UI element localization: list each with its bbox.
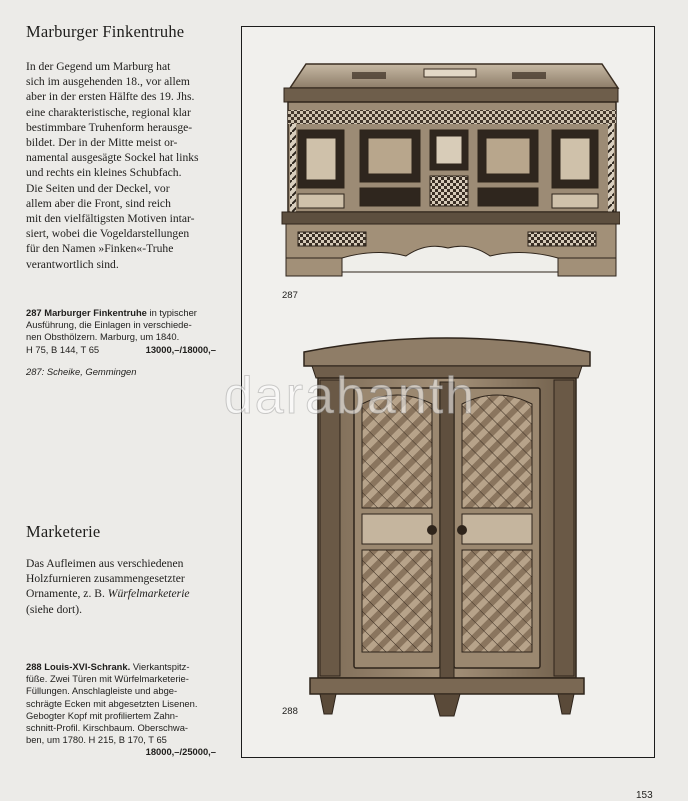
section-heading-finkentruhe: Marburger Finkentruhe [26, 22, 185, 41]
entry-line: ben, um 1780. H 215, B 170, T 65 [26, 734, 167, 746]
text-line: bildet. Der in der Mitte meist or- [26, 136, 178, 150]
marketerie-description [26, 556, 226, 617]
photo-credit: 287: Scheike, Gemmingen [26, 366, 137, 377]
entry-first-line [26, 661, 216, 673]
finkentruhe-description [26, 59, 226, 272]
text-line: und rechts ein kleines Schubfach. [26, 166, 182, 180]
text-line: verantwortlich sind. [26, 257, 119, 271]
text-line: siert, wobei die Vogeldarstellungen [26, 227, 190, 241]
entry-desc-start: in typischer [146, 307, 197, 318]
entry-line: nen Obsthölzern. Marburg, um 1840. [26, 331, 180, 343]
entry-line: schrägte Ecken mit abgesetzten Lisenen. [26, 697, 198, 709]
text-line: für den Namen »Finken«-Truhe [26, 242, 174, 256]
cross-reference-term: Würfelmarketerie [107, 587, 190, 601]
entry-number: 287 [26, 307, 42, 318]
entry-line: schnitt-Profil. Kirschbaum. Oberschwa- [26, 722, 189, 734]
entry-first-line [26, 307, 216, 319]
catalog-entry-287 [26, 307, 216, 356]
entry-line: Ausführung, die Einlagen in verschiede- [26, 319, 192, 331]
entry-dims-line [26, 344, 216, 356]
cabinet-photo [302, 330, 592, 718]
text-line [26, 586, 226, 601]
entry-line: füße. Zwei Türen mit Würfelmarketerie- [26, 673, 189, 685]
text-line: Das Aufleimen aus verschiedenen [26, 557, 184, 570]
chest-photo [276, 60, 620, 278]
entry-price: 18000,–/25000,– [145, 746, 216, 758]
page-number: 153 [636, 790, 653, 801]
text-line: bestimmbare Truhenform herausge- [26, 120, 193, 134]
text-line: mit den vielfältigsten Motiven intar- [26, 212, 195, 226]
text-line: In der Gegend um Marburg hat [26, 60, 171, 73]
figure-caption-288: 288 [282, 706, 298, 717]
entry-title: Marburger Finkentruhe [44, 307, 147, 318]
watermark: darabanth [223, 367, 477, 425]
text-line: Die Seiten und der Deckel, vor [26, 181, 170, 195]
entry-desc-start: Vierkantspitz- [130, 661, 190, 672]
figure-caption-287: 287 [282, 290, 298, 301]
entry-line: Füllungen. Anschlagleiste und abge- [26, 685, 178, 697]
text-line: (siehe dort). [26, 602, 83, 616]
entry-dimensions: H 75, B 144, T 65 [26, 343, 100, 355]
text-line: eine charakteristische, regional klar [26, 105, 191, 119]
entry-line: Gebogter Kopf mit profiliertem Zahn- [26, 709, 179, 721]
entry-number: 288 [26, 661, 42, 672]
section-heading-marketerie: Marketerie [26, 522, 101, 541]
text-line: sich im ausgehenden 18., vor allem [26, 75, 190, 89]
entry-title: Louis-XVI-Schrank. [44, 661, 131, 672]
text-line: aber in der ersten Hälfte des 19. Jhs. [26, 90, 195, 104]
catalog-entry-288 [26, 661, 216, 759]
text-line: allem aber die Front, sind reich [26, 196, 171, 210]
text-line: namental ausgesägte Sockel hat links [26, 151, 199, 165]
text-line: Holzfurnieren zusammengesetzter [26, 572, 185, 586]
entry-price: 13000,–/18000,– [145, 343, 216, 355]
text-fragment: Ornamente, z. B. [26, 587, 108, 601]
